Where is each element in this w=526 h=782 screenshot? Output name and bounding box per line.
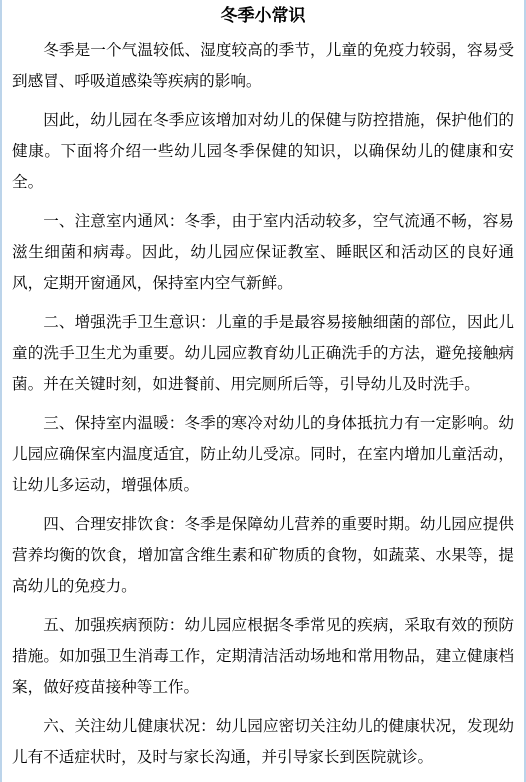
paragraph-diet: 四、合理安排饮食：冬季是保障幼儿营养的重要时期。幼儿园应提供营养均衡的饮食，增加富含维生素和矿物质的食物，如蔬菜、水果等，提高幼儿的免疫力。: [12, 515, 514, 595]
paragraph-health-monitoring: 六、关注幼儿健康状况：幼儿园应密切关注幼儿的健康状况，发现幼儿有不适症状时，及时与家长沟通，并引导家长到医院就诊。: [12, 717, 514, 766]
paragraph-warmth: 三、保持室内温暖：冬季的寒冷对幼儿的身体抵抗力有一定影响。幼儿园应确保室内温度适宜，防止幼儿受凉。同时，在室内增加儿童活动，让幼儿多运动，增强体质。: [12, 414, 514, 494]
document-title: 冬季小常识: [220, 6, 306, 26]
paragraph-handwashing: 二、增强洗手卫生意识：儿童的手是最容易接触细菌的部位，因此儿童的洗手卫生尤为重要。幼儿园应教育幼儿正确洗手的方法，避免接触病菌。并在关键时刻，如进餐前、用完厕所后等，引导幼儿及时洗手。: [12, 313, 514, 393]
document-body: [12, 35, 514, 780]
paragraph-disease-prevention: 五、加强疾病预防：幼儿园应根据冬季常见的疾病，采取有效的预防措施。如加强卫生消毒工作，定期清洁活动场地和常用物品，建立健康档案，做好疫苗接种等工作。: [12, 616, 514, 696]
paragraph-overview: 因此，幼儿园在冬季应该增加对幼儿的保健与防控措施，保护他们的健康。下面将介绍一些幼儿园冬季保健的知识，以确保幼儿的健康和安全。: [12, 111, 514, 191]
paragraph-ventilation: 一、注意室内通风：冬季，由于室内活动较多，空气流通不畅，容易滋生细菌和病毒。因此，幼儿园应保证教室、睡眠区和活动区的良好通风，定期开窗通风，保持室内空气新鲜。: [12, 212, 514, 292]
paragraph-intro: 冬季是一个气温较低、湿度较高的季节，儿童的免疫力较弱，容易受到感冒、呼吸道感染等疾病的影响。: [12, 41, 514, 90]
